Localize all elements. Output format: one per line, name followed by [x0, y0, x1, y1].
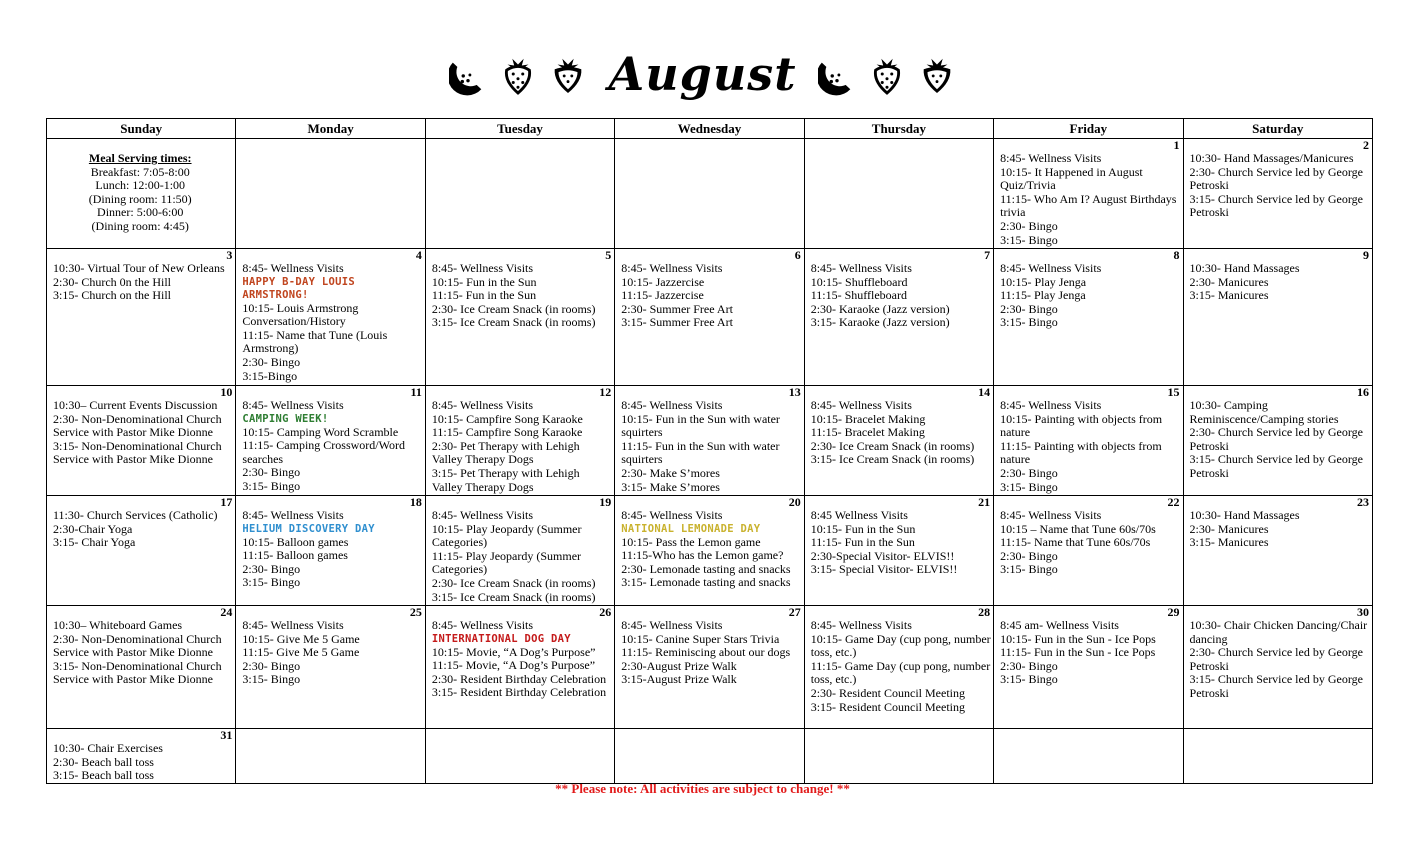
- day-number: 30: [1357, 605, 1369, 619]
- day-cell: [47, 606, 236, 729]
- activity-item: 2:30- Ice Cream Snack (in rooms): [810, 438, 975, 453]
- day-number: 23: [1357, 495, 1369, 509]
- activity-item: 8:45- Wellness Visits: [431, 398, 534, 412]
- day-cell: [425, 249, 614, 386]
- activity-item: 2:30- Bingo: [1000, 218, 1058, 233]
- activity-item: 3:15- Bingo: [1000, 562, 1058, 577]
- day-number: 21: [978, 495, 991, 509]
- activity-item: 2:30- Manicures: [1189, 274, 1269, 289]
- activity-item: 2:30- Church 0n the Hill: [53, 274, 171, 289]
- activity-item: 3:15- Bingo: [242, 478, 301, 493]
- day-number: 4: [415, 248, 422, 262]
- empty-day-cell: [615, 729, 804, 784]
- strawberry-icon: [868, 52, 906, 96]
- activity-item: 8:45- Wellness Visits: [431, 618, 534, 632]
- activity-item: 8:45- Wellness Visits: [242, 398, 344, 412]
- activity-item: 10:30- Camping Reminiscence/Camping stories: [1189, 398, 1339, 426]
- activity-list: [1190, 262, 1370, 303]
- day-number: 13: [788, 385, 801, 399]
- activity-item: 10:15- Give Me 5 Game: [242, 631, 360, 646]
- activity-item: 2:30-Chair Yoga: [53, 521, 133, 536]
- weekday-header: Sunday: [47, 119, 236, 139]
- day-number: 31: [220, 728, 233, 742]
- activity-item: 2:30- Non-Denominational Church Service with Pastor Mike Dionne: [53, 411, 222, 440]
- special-event-banner: HAPPY B-DAY LOUIS ARMSTRONG!: [242, 275, 355, 301]
- activity-item: 3:15-August Prize Walk: [621, 672, 737, 687]
- day-cell: [236, 496, 425, 606]
- activity-item: 8:45- Wellness Visits: [810, 261, 912, 275]
- day-number: 9: [1363, 248, 1369, 262]
- day-number: 29: [1167, 605, 1180, 619]
- calendar-body: [47, 139, 1373, 784]
- month-title: August: [608, 47, 797, 101]
- activity-item: 3:15- Manicures: [1189, 288, 1269, 303]
- empty-day-cell: [804, 729, 993, 784]
- day-number: 7: [984, 248, 991, 262]
- meal-times-cell: [47, 139, 236, 249]
- activity-list: [242, 262, 422, 383]
- day-cell: [994, 496, 1183, 606]
- activity-item: 2:30- Bingo: [242, 354, 301, 369]
- week-row: [47, 386, 1373, 496]
- activity-item: 2:30- Bingo: [1000, 465, 1058, 480]
- activity-item: 3:15- Resident Birthday Celebration: [431, 685, 607, 700]
- activity-item: 10:30- Chair Chicken Dancing/Chair dancing: [1189, 618, 1368, 646]
- activity-item: 8:45- Wellness Visits: [621, 261, 723, 275]
- activity-item: 3:15- Ice Cream Snack (in rooms): [431, 589, 596, 604]
- day-cell: [47, 729, 236, 784]
- activity-item: 10:30- Hand Massages: [1189, 508, 1300, 522]
- day-number: 11: [410, 385, 422, 399]
- activity-item: 2:30- Bingo: [242, 561, 301, 576]
- activity-item: 2:30- Lemonade tasting and snacks: [621, 561, 791, 576]
- strawberry-icon: [549, 52, 587, 96]
- day-number: 15: [1167, 385, 1180, 399]
- activity-item: 10:15- It Happened in August Quiz/Trivia: [1000, 164, 1143, 193]
- weekday-header-row: [47, 119, 1373, 139]
- day-cell: [47, 386, 236, 496]
- activity-item: 8:45- Wellness Visits: [242, 261, 344, 275]
- activity-list: [621, 399, 801, 494]
- day-cell: [236, 386, 425, 496]
- activity-item: 11:15- Campfire Song Karaoke: [431, 425, 583, 440]
- day-cell: [994, 386, 1183, 496]
- activity-list: [53, 509, 233, 550]
- activity-item: 3:15-Bingo: [242, 368, 298, 383]
- week-row: [47, 496, 1373, 606]
- activity-item: 2:30- Church Service led by George Petroski: [1189, 425, 1363, 453]
- day-number: 2: [1363, 138, 1369, 152]
- activity-item: 3:15- Karaoke (Jazz version): [810, 315, 950, 330]
- activity-item: 8:45- Wellness Visits: [242, 618, 344, 632]
- activity-item: 11:15- Painting with objects from nature: [1000, 438, 1162, 467]
- week-row: [47, 606, 1373, 729]
- day-cell: [804, 606, 993, 729]
- calendar-header: [0, 40, 1405, 108]
- activity-list: [811, 619, 991, 714]
- empty-day-cell: [994, 729, 1183, 784]
- activity-item: 2:30-Special Visitor- ELVIS!!: [810, 548, 955, 563]
- activity-item: 10:15- Pass the Lemon game: [621, 534, 761, 549]
- activity-item: 8:45- Wellness Visits: [621, 508, 723, 522]
- activity-list: [432, 619, 612, 700]
- meal-line: Breakfast: 7:05-8:00: [90, 164, 190, 179]
- empty-day-cell: [425, 729, 614, 784]
- activity-item: 10:30- Hand Massages/Manicures: [1189, 151, 1354, 165]
- activity-list: [242, 509, 422, 590]
- empty-day-cell: [236, 139, 425, 249]
- day-number: 8: [1173, 248, 1180, 262]
- activity-item: 11:15- Game Day (cup pong, number toss, etc.): [810, 658, 991, 687]
- activity-item: 10:15- Canine Super Stars Trivia: [621, 631, 780, 646]
- activity-item: 11:15- Name that Tune 60s/70s: [1000, 535, 1151, 550]
- activity-item: 3:15- Church Service led by George Petroski: [1189, 191, 1363, 220]
- activity-item: 8:45 am- Wellness Visits: [1000, 618, 1119, 632]
- activity-item: 10:15- Play Jeopardy (Summer Categories): [431, 521, 582, 550]
- day-number: 5: [605, 248, 612, 262]
- activity-item: 2:30- Ice Cream Snack (in rooms): [431, 301, 596, 316]
- meal-line: Lunch: 12:00-1:00: [95, 178, 186, 193]
- activity-item: 8:45- Wellness Visits: [431, 261, 534, 275]
- activity-list: [1190, 152, 1370, 220]
- activity-list: [621, 509, 801, 590]
- activity-list: [811, 262, 991, 330]
- empty-day-cell: [425, 139, 614, 249]
- day-number: 20: [788, 495, 801, 509]
- activity-item: 8:45- Wellness Visits: [431, 508, 534, 522]
- day-number: 18: [409, 495, 422, 509]
- activity-list: [811, 509, 991, 577]
- activity-item: 3:15- Chair Yoga: [53, 535, 136, 550]
- empty-day-cell: [1183, 729, 1372, 784]
- activity-list: [811, 399, 991, 467]
- day-cell: [615, 496, 804, 606]
- activity-item: 2:30- Bingo: [1000, 301, 1058, 316]
- activity-list: [432, 509, 612, 604]
- activity-item: 11:15- Fun in the Sun: [810, 535, 915, 550]
- activity-item: 3:15- Church on the Hill: [53, 288, 171, 303]
- day-cell: [615, 249, 804, 386]
- activity-item: 10:15- Camping Word Scramble: [242, 424, 399, 439]
- day-number: 25: [409, 605, 422, 619]
- day-cell: [47, 496, 236, 606]
- activity-item: 8:45- Wellness Visits: [810, 618, 912, 632]
- activity-list: [1000, 509, 1180, 577]
- empty-day-cell: [236, 729, 425, 784]
- activity-item: 11:15- Balloon games: [242, 548, 348, 563]
- activity-item: 2:30- Manicures: [1189, 521, 1269, 536]
- week-row: [47, 139, 1373, 249]
- activity-item: 11:30- Church Services (Catholic): [53, 508, 218, 522]
- weekday-header: Tuesday: [425, 119, 614, 139]
- day-cell: [615, 386, 804, 496]
- activity-item: 11:15- Fun in the Sun with water squirters: [621, 438, 780, 467]
- activity-item: 3:15- Bingo: [1000, 315, 1058, 330]
- calendar-table: [46, 118, 1373, 784]
- activity-item: 3:15- Church Service led by George Petroski: [1189, 452, 1363, 480]
- activity-item: 10:15- Fun in the Sun - Ice Pops: [1000, 631, 1156, 646]
- special-event-banner: HELIUM DISCOVERY DAY: [242, 522, 375, 535]
- empty-day-cell: [804, 139, 993, 249]
- activity-item: 2:30- Bingo: [242, 465, 301, 480]
- activity-item: 3:15- Non-Denominational Church Service with Pastor Mike Dionne: [53, 658, 222, 687]
- activity-list: [1000, 152, 1180, 247]
- day-number: 12: [599, 385, 612, 399]
- activity-list: [53, 262, 233, 303]
- activity-item: 3:15- Ice Cream Snack (in rooms): [431, 315, 596, 330]
- activity-list: [1000, 619, 1180, 687]
- strawberry-icon: [499, 52, 537, 96]
- activity-list: [53, 619, 233, 687]
- day-cell: [236, 606, 425, 729]
- activity-item: 10:15- Play Jenga: [1000, 274, 1087, 289]
- day-cell: [994, 249, 1183, 386]
- activity-item: 8:45- Wellness Visits: [1000, 261, 1102, 275]
- strawberry-icon: [918, 52, 956, 96]
- day-number: 6: [794, 248, 801, 262]
- activity-item: 2:30- Bingo: [1000, 548, 1058, 563]
- activity-item: 11:15- Fun in the Sun: [431, 288, 537, 303]
- day-number: 27: [788, 605, 801, 619]
- activity-item: 10:15- Game Day (cup pong, number toss, etc.): [810, 631, 991, 660]
- activity-list: [1190, 619, 1370, 701]
- activity-item: 3:15- Church Service led by George Petroski: [1189, 672, 1363, 700]
- activity-item: 11:15- Jazzercise: [621, 288, 704, 303]
- watermelon-icon: [818, 52, 856, 96]
- day-number: 16: [1357, 385, 1369, 399]
- day-number: 10: [220, 385, 233, 399]
- activity-item: 2:30- Resident Birthday Celebration: [431, 671, 607, 686]
- weekday-header: Wednesday: [615, 119, 804, 139]
- activity-item: 3:15- Pet Therapy with Lehigh Valley Therapy Dogs: [431, 465, 580, 494]
- activity-item: 3:15- Non-Denominational Church Service with Pastor Mike Dionne: [53, 438, 222, 467]
- day-cell: [1183, 496, 1372, 606]
- day-cell: [1183, 386, 1372, 496]
- activity-item: 8:45 Wellness Visits: [810, 508, 908, 522]
- activity-item: 10:15- Balloon games: [242, 534, 349, 549]
- activity-list: [432, 262, 612, 330]
- activity-item: 10:15- Jazzercise: [621, 274, 705, 289]
- activity-item: 3:15- Resident Council Meeting: [810, 699, 965, 714]
- week-row: [47, 729, 1373, 784]
- activity-list: [242, 619, 422, 687]
- activity-item: 10:15- Fun in the Sun with water squirters: [621, 411, 780, 440]
- day-number: 22: [1167, 495, 1180, 509]
- activity-item: 3:15- Make S’mores: [621, 479, 720, 494]
- activity-item: 11:15- Shuffleboard: [810, 288, 908, 303]
- activity-item: 11:15- Bracelet Making: [810, 425, 925, 440]
- activity-item: 3:15- Special Visitor- ELVIS!!: [810, 562, 958, 577]
- activity-item: 8:45- Wellness Visits: [810, 398, 912, 412]
- day-number: 17: [220, 495, 233, 509]
- activity-item: 2:30- Non-Denominational Church Service with Pastor Mike Dionne: [53, 631, 222, 660]
- activity-item: 2:30- Church Service led by George Petroski: [1189, 164, 1363, 193]
- activity-item: 10:15 – Name that Tune 60s/70s: [1000, 521, 1156, 536]
- activity-item: 3:15- Manicures: [1189, 535, 1269, 550]
- activity-list: [242, 399, 422, 494]
- special-event-banner: NATIONAL LEMONADE DAY: [621, 522, 761, 535]
- activity-item: 3:15- Bingo: [242, 575, 301, 590]
- activity-item: 10:30- Hand Massages: [1189, 261, 1300, 275]
- day-number: 28: [978, 605, 991, 619]
- day-cell: [236, 249, 425, 386]
- activity-item: 3:15- Bingo: [1000, 672, 1058, 687]
- activity-item: 10:15- Bracelet Making: [810, 411, 926, 426]
- activity-item: 3:15- Bingo: [1000, 479, 1058, 494]
- activity-item: 2:30- Ice Cream Snack (in rooms): [431, 575, 596, 590]
- disclaimer-note: ** Please note: All activities are subject to change! **: [555, 781, 850, 796]
- activity-item: 10:30- Chair Exercises: [53, 741, 163, 755]
- activity-item: 3:15- Ice Cream Snack (in rooms): [810, 452, 975, 467]
- meal-line: (Dining room: 4:45): [91, 218, 189, 233]
- day-number: 1: [1173, 138, 1180, 152]
- day-cell: [425, 386, 614, 496]
- day-cell: [425, 606, 614, 729]
- activity-item: 10:30– Whiteboard Games: [53, 618, 183, 632]
- special-event-banner: CAMPING WEEK!: [242, 412, 329, 425]
- activity-item: 8:45- Wellness Visits: [1000, 151, 1102, 165]
- activity-item: 8:45- Wellness Visits: [1000, 398, 1102, 412]
- special-event-banner: INTERNATIONAL DOG DAY: [431, 632, 571, 645]
- activity-list: [432, 399, 612, 494]
- day-cell: [804, 386, 993, 496]
- activity-item: 2:30- Church Service led by George Petroski: [1189, 645, 1363, 673]
- meal-line: (Dining room: 11:50): [88, 191, 192, 206]
- activity-item: 10:15- Fun in the Sun: [810, 521, 916, 536]
- day-cell: [615, 606, 804, 729]
- activity-item: 2:30- Bingo: [242, 658, 301, 673]
- activity-list: [1190, 399, 1370, 481]
- activity-item: 3:15- Bingo: [242, 672, 301, 687]
- day-number: 3: [226, 248, 233, 262]
- day-number: 14: [978, 385, 991, 399]
- day-cell: [1183, 139, 1372, 249]
- activity-item: 10:15- Movie, “A Dog’s Purpose”: [431, 644, 596, 659]
- activity-item: 8:45- Wellness Visits: [621, 398, 723, 412]
- meal-line: Dinner: 5:00-6:00: [97, 205, 184, 220]
- empty-day-cell: [615, 139, 804, 249]
- weekday-header: Friday: [994, 119, 1183, 139]
- activity-list: [1190, 509, 1370, 550]
- weekday-header: Thursday: [804, 119, 993, 139]
- activity-item: 11:15- Camping Crossword/Word searches: [242, 438, 406, 466]
- activity-item: 11:15- Movie, “A Dog’s Purpose”: [431, 658, 596, 673]
- activity-item: 8:45- Wellness Visits: [242, 508, 344, 522]
- day-number: 24: [220, 605, 233, 619]
- activity-item: 2:30- Summer Free Art: [621, 301, 733, 316]
- activity-list: [1000, 262, 1180, 330]
- day-cell: [804, 496, 993, 606]
- activity-item: 2:30- Make S’mores: [621, 465, 720, 480]
- day-cell: [425, 496, 614, 606]
- activity-item: 2:30- Pet Therapy with Lehigh Valley Therapy Dogs: [431, 438, 580, 467]
- day-cell: [994, 606, 1183, 729]
- activity-item: 2:30- Bingo: [1000, 658, 1058, 673]
- week-row: [47, 249, 1373, 386]
- weekday-header: Saturday: [1183, 119, 1372, 139]
- activity-item: 2:30- Resident Council Meeting: [810, 685, 965, 700]
- activity-item: 10:15- Louis Armstrong Conversation/History: [242, 300, 359, 329]
- activity-list: [621, 262, 801, 330]
- activity-item: 11:15- Name that Tune (Louis Armstrong): [242, 327, 388, 356]
- day-cell: [1183, 249, 1372, 386]
- activity-item: 2:30- Karaoke (Jazz version): [810, 301, 950, 316]
- weekday-header: Monday: [236, 119, 425, 139]
- activity-item: 10:15- Campfire Song Karaoke: [431, 411, 583, 426]
- activity-list: [1000, 399, 1180, 494]
- day-cell: [1183, 606, 1372, 729]
- day-number: 19: [599, 495, 612, 509]
- watermelon-icon: [449, 52, 487, 96]
- activity-list: [53, 742, 233, 783]
- activity-list: [621, 619, 801, 687]
- activity-item: 11:15-Who has the Lemon game?: [621, 548, 784, 563]
- activity-item: 8:45- Wellness Visits: [1000, 508, 1102, 522]
- activity-item: 3:15- Bingo: [1000, 232, 1058, 247]
- activity-item: 11:15- Play Jenga: [1000, 288, 1086, 303]
- activity-item: 3:15- Beach ball toss: [53, 768, 154, 783]
- activity-item: 10:30– Current Events Discussion: [53, 398, 218, 412]
- activity-item: 3:15- Summer Free Art: [621, 315, 733, 330]
- day-cell: [994, 139, 1183, 249]
- activity-item: 11:15- Give Me 5 Game: [242, 645, 360, 660]
- activity-item: 2:30- Beach ball toss: [53, 754, 154, 769]
- activity-item: 3:15- Lemonade tasting and snacks: [621, 575, 791, 590]
- day-cell: [804, 249, 993, 386]
- activity-item: 10:15- Shuffleboard: [810, 274, 908, 289]
- meal-heading: Meal Serving times:: [88, 151, 192, 165]
- activity-item: 8:45- Wellness Visits: [621, 618, 723, 632]
- activity-item: 11:15- Reminiscing about our dogs: [621, 645, 791, 660]
- day-number: 26: [599, 605, 612, 619]
- activity-item: 10:15- Painting with objects from nature: [1000, 411, 1163, 440]
- activity-item: 11:15- Play Jeopardy (Summer Categories): [431, 548, 582, 577]
- day-cell: [47, 249, 236, 386]
- meal-times: [53, 152, 233, 234]
- activity-list: [53, 399, 233, 467]
- activity-item: 11:15- Who Am I? August Birthdays trivia: [1000, 191, 1177, 220]
- activity-item: 10:15- Fun in the Sun: [431, 274, 537, 289]
- activity-item: 2:30-August Prize Walk: [621, 658, 737, 673]
- activity-item: 10:30- Virtual Tour of New Orleans: [53, 261, 225, 275]
- activity-item: 11:15- Fun in the Sun - Ice Pops: [1000, 645, 1156, 660]
